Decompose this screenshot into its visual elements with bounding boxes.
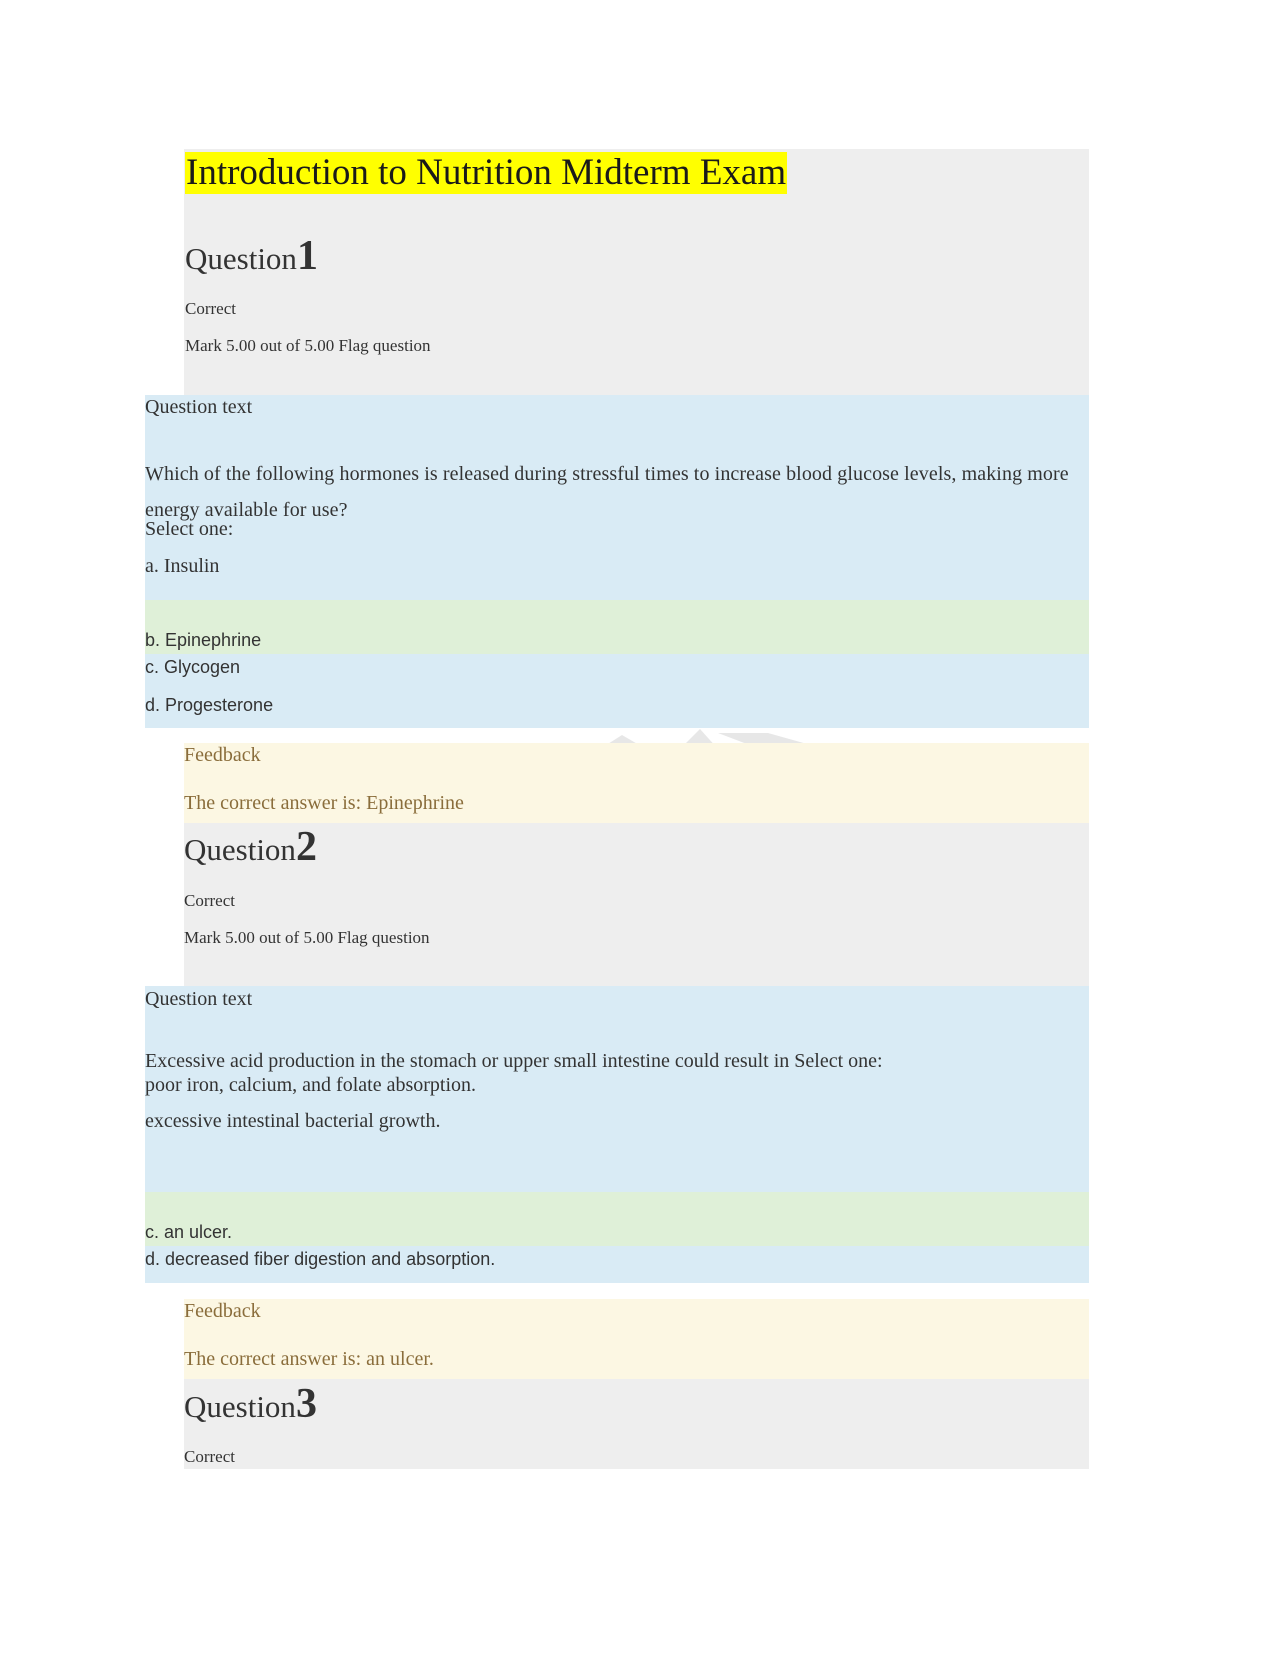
- question-2-heading: [184, 823, 317, 871]
- question-label: Question: [185, 241, 297, 276]
- question-1-options-panel: [145, 654, 1089, 728]
- page-title: Introduction to Nutrition Midterm Exam: [186, 152, 787, 193]
- question-2-option-c[interactable]: c. an ulcer.: [145, 1222, 233, 1242]
- question-3-status: Correct: [184, 1447, 235, 1466]
- question-2-prompt: Excessive acid production in the stomach or upper small intestine could result in Select one:: [145, 1050, 883, 1072]
- question-2-status: Correct: [184, 891, 235, 910]
- question-2-correct-option-row: [145, 1192, 1089, 1246]
- question-1-correct-option-row: [145, 600, 1089, 654]
- question-1-feedback-label: Feedback: [184, 744, 261, 766]
- question-number: 1: [296, 233, 318, 279]
- question-1-feedback-text: The correct answer is: Epinephrine: [184, 792, 464, 814]
- question-3-heading: [184, 1380, 317, 1428]
- question-label: Question: [184, 832, 296, 867]
- question-1-text-label: Question text: [145, 396, 253, 418]
- question-1-option-a[interactable]: a. Insulin: [145, 555, 220, 577]
- question-label: Question: [184, 1389, 296, 1424]
- question-2-info-panel: [184, 823, 1089, 986]
- question-number: 2: [295, 824, 317, 870]
- question-2-text-label: Question text: [145, 988, 253, 1010]
- question-2-feedback-text: The correct answer is: an ulcer.: [184, 1348, 434, 1370]
- question-2-option-b[interactable]: excessive intestinal bacterial growth.: [145, 1110, 441, 1132]
- question-3-info-panel: [184, 1379, 1089, 1469]
- question-1-heading: [185, 232, 318, 280]
- question-1-select-label: Select one:: [145, 518, 234, 540]
- question-1-option-b[interactable]: b. Epinephrine: [145, 630, 262, 650]
- question-1-status: Correct: [185, 299, 236, 318]
- question-2-option-d[interactable]: d. decreased fiber digestion and absorption.: [145, 1249, 496, 1269]
- question-2-option-a[interactable]: poor iron, calcium, and folate absorption.: [145, 1074, 477, 1096]
- question-1-prompt: Which of the following hormones is released during stressful times to increase blood glucose levels, making more energy available for use?: [145, 463, 1069, 521]
- question-1-option-c[interactable]: c. Glycogen: [145, 657, 241, 677]
- question-number: 3: [295, 1381, 317, 1427]
- question-1-option-d[interactable]: d. Progesterone: [145, 695, 274, 715]
- question-2-mark: Mark 5.00 out of 5.00 Flag question: [184, 928, 430, 947]
- question-2-feedback-label: Feedback: [184, 1300, 261, 1322]
- question-1-mark: Mark 5.00 out of 5.00 Flag question: [185, 336, 431, 355]
